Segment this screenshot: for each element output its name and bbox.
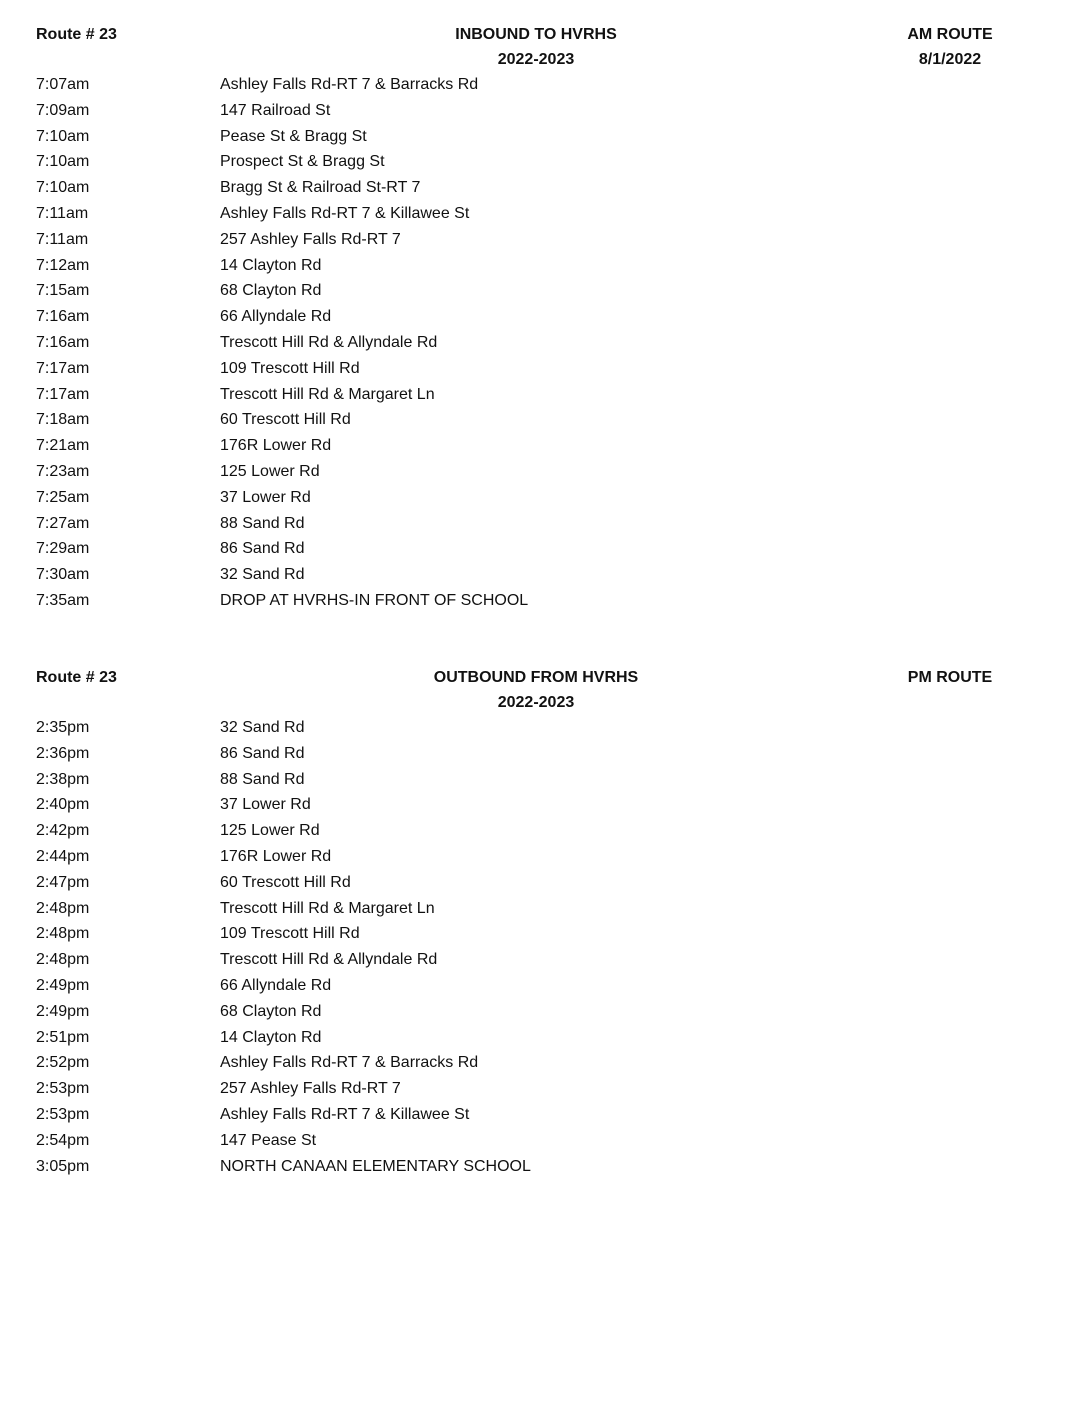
stop-time: 7:23am (36, 462, 90, 480)
stop-time: 2:49pm (36, 1002, 90, 1020)
stop-row (36, 562, 1036, 588)
stop-row (36, 149, 1036, 175)
stop-time: 2:48pm (36, 925, 90, 943)
pm-header-row-1 (36, 665, 1036, 690)
pm-route-type: PM ROUTE (907, 669, 993, 686)
stop-time: 7:21am (36, 437, 90, 455)
stop-time: 7:29am (36, 540, 90, 558)
stop-row (36, 511, 1036, 537)
stop-location: 147 Railroad St (220, 101, 331, 119)
stop-time: 7:15am (36, 282, 90, 300)
stop-location: 66 Allyndale Rd (220, 308, 332, 326)
stop-location: Prospect St & Bragg St (220, 153, 385, 171)
stop-location: 125 Lower Rd (220, 822, 320, 840)
stop-location: Bragg St & Railroad St-RT 7 (220, 179, 421, 197)
stop-time: 2:54pm (36, 1131, 90, 1149)
stop-row (36, 947, 1036, 973)
stop-row (36, 1102, 1036, 1128)
stop-location: 86 Sand Rd (220, 744, 305, 762)
stop-time: 2:38pm (36, 770, 90, 788)
stop-row (36, 588, 1036, 614)
stop-time: 7:18am (36, 411, 90, 429)
stop-location: 257 Ashley Falls Rd-RT 7 (220, 230, 401, 248)
stop-location: 37 Lower Rd (220, 488, 311, 506)
stop-row (36, 98, 1036, 124)
stop-time: 2:48pm (36, 899, 90, 917)
stop-row (36, 407, 1036, 433)
stop-location: 125 Lower Rd (220, 462, 320, 480)
stop-row (36, 767, 1036, 793)
stop-location: 88 Sand Rd (220, 770, 305, 788)
stop-time: 2:42pm (36, 822, 90, 840)
stop-location: 14 Clayton Rd (220, 256, 322, 274)
stop-row (36, 741, 1036, 767)
pm-school-year: 2022-2023 (497, 694, 575, 711)
stop-row (36, 1050, 1036, 1076)
stop-location: 176R Lower Rd (220, 437, 332, 455)
stop-time: 2:35pm (36, 719, 90, 736)
stop-row (36, 227, 1036, 253)
am-school-year: 2022-2023 (497, 51, 575, 68)
stop-time: 2:40pm (36, 796, 90, 814)
stop-location: 32 Sand Rd (220, 719, 305, 736)
pm-route-section (36, 665, 1036, 1179)
stop-time: 3:05pm (36, 1157, 90, 1175)
stop-time: 2:53pm (36, 1105, 90, 1123)
stop-time: 7:17am (36, 359, 90, 377)
stop-time: 2:49pm (36, 976, 90, 994)
stop-row (36, 1128, 1036, 1154)
stop-time: 7:09am (36, 101, 90, 119)
stop-row (36, 973, 1036, 999)
stop-location: 32 Sand Rd (220, 566, 305, 584)
stop-row (36, 1076, 1036, 1102)
stop-time: 7:27am (36, 514, 90, 532)
stop-row (36, 536, 1036, 562)
am-header-row-1 (36, 22, 1036, 47)
stop-row (36, 485, 1036, 511)
stop-location: 66 Allyndale Rd (220, 976, 332, 994)
stop-time: 7:30am (36, 566, 90, 584)
stop-location: 88 Sand Rd (220, 514, 305, 532)
stop-row (36, 1025, 1036, 1051)
stop-time: 7:17am (36, 385, 90, 403)
pm-stop-list (36, 715, 1036, 1179)
stop-time: 7:12am (36, 256, 90, 274)
stop-location: Ashley Falls Rd-RT 7 & Killawee St (220, 204, 470, 222)
am-route-section (36, 22, 1036, 614)
pm-header-row-2 (36, 690, 1036, 715)
stop-row (36, 999, 1036, 1025)
stop-row (36, 72, 1036, 98)
stop-time: 7:07am (36, 76, 90, 93)
am-date: 8/1/2022 (918, 51, 982, 68)
stop-row (36, 715, 1036, 741)
stop-time: 7:35am (36, 591, 90, 609)
am-direction-title: INBOUND TO HVRHS (455, 26, 617, 43)
stop-row (36, 870, 1036, 896)
stop-row (36, 459, 1036, 485)
stop-row (36, 382, 1036, 408)
stop-row (36, 304, 1036, 330)
stop-time: 7:10am (36, 153, 90, 171)
stop-time: 7:16am (36, 333, 90, 351)
stop-row (36, 253, 1036, 279)
stop-row (36, 896, 1036, 922)
stop-row (36, 330, 1036, 356)
stop-time: 2:44pm (36, 847, 90, 865)
stop-location: 14 Clayton Rd (220, 1028, 322, 1046)
stop-location: 68 Clayton Rd (220, 282, 322, 300)
stop-location: 68 Clayton Rd (220, 1002, 322, 1020)
stop-location: DROP AT HVRHS-IN FRONT OF SCHOOL (220, 591, 529, 609)
stop-row (36, 792, 1036, 818)
stop-location: 109 Trescott Hill Rd (220, 925, 360, 943)
stop-location: Ashley Falls Rd-RT 7 & Killawee St (220, 1105, 470, 1123)
am-route-type: AM ROUTE (907, 26, 993, 43)
stop-time: 7:10am (36, 127, 90, 145)
stop-row (36, 433, 1036, 459)
stop-time: 2:48pm (36, 951, 90, 969)
stop-location: 147 Pease St (220, 1131, 317, 1149)
stop-time: 7:10am (36, 179, 90, 197)
stop-location: 176R Lower Rd (220, 847, 332, 865)
stop-time: 2:53pm (36, 1080, 90, 1098)
stop-location: Pease St & Bragg St (220, 127, 367, 145)
stop-location: 109 Trescott Hill Rd (220, 359, 360, 377)
stop-row (36, 844, 1036, 870)
stop-row (36, 818, 1036, 844)
stop-time: 7:16am (36, 308, 90, 326)
stop-location: Trescott Hill Rd & Allyndale Rd (220, 951, 438, 969)
stop-time: 2:52pm (36, 1054, 90, 1072)
stop-time: 2:36pm (36, 744, 90, 762)
stop-location: 60 Trescott Hill Rd (220, 873, 351, 891)
pm-direction-title: OUTBOUND FROM HVRHS (433, 669, 639, 686)
stop-time: 2:51pm (36, 1028, 90, 1046)
stop-time: 2:47pm (36, 873, 90, 891)
stop-time: 7:25am (36, 488, 90, 506)
stop-location: Ashley Falls Rd-RT 7 & Barracks Rd (220, 76, 479, 93)
stop-location: Trescott Hill Rd & Allyndale Rd (220, 333, 438, 351)
pm-route-label: Route # 23 (36, 669, 117, 686)
stop-location: Trescott Hill Rd & Margaret Ln (220, 385, 435, 403)
stop-time: 7:11am (36, 204, 89, 222)
stop-row (36, 356, 1036, 382)
stop-row (36, 175, 1036, 201)
stop-time: 7:11am (36, 230, 89, 248)
stop-location: 257 Ashley Falls Rd-RT 7 (220, 1080, 401, 1098)
am-route-label: Route # 23 (36, 26, 117, 43)
stop-location: 86 Sand Rd (220, 540, 305, 558)
stop-row (36, 201, 1036, 227)
stop-location: 37 Lower Rd (220, 796, 311, 814)
am-stop-list (36, 72, 1036, 614)
stop-row (36, 278, 1036, 304)
stop-location: Trescott Hill Rd & Margaret Ln (220, 899, 435, 917)
stop-row (36, 124, 1036, 150)
stop-location: NORTH CANAAN ELEMENTARY SCHOOL (220, 1157, 531, 1175)
stop-location: Ashley Falls Rd-RT 7 & Barracks Rd (220, 1054, 479, 1072)
am-header-row-2 (36, 47, 1036, 72)
stop-row (36, 921, 1036, 947)
stop-row (36, 1154, 1036, 1180)
stop-location: 60 Trescott Hill Rd (220, 411, 351, 429)
